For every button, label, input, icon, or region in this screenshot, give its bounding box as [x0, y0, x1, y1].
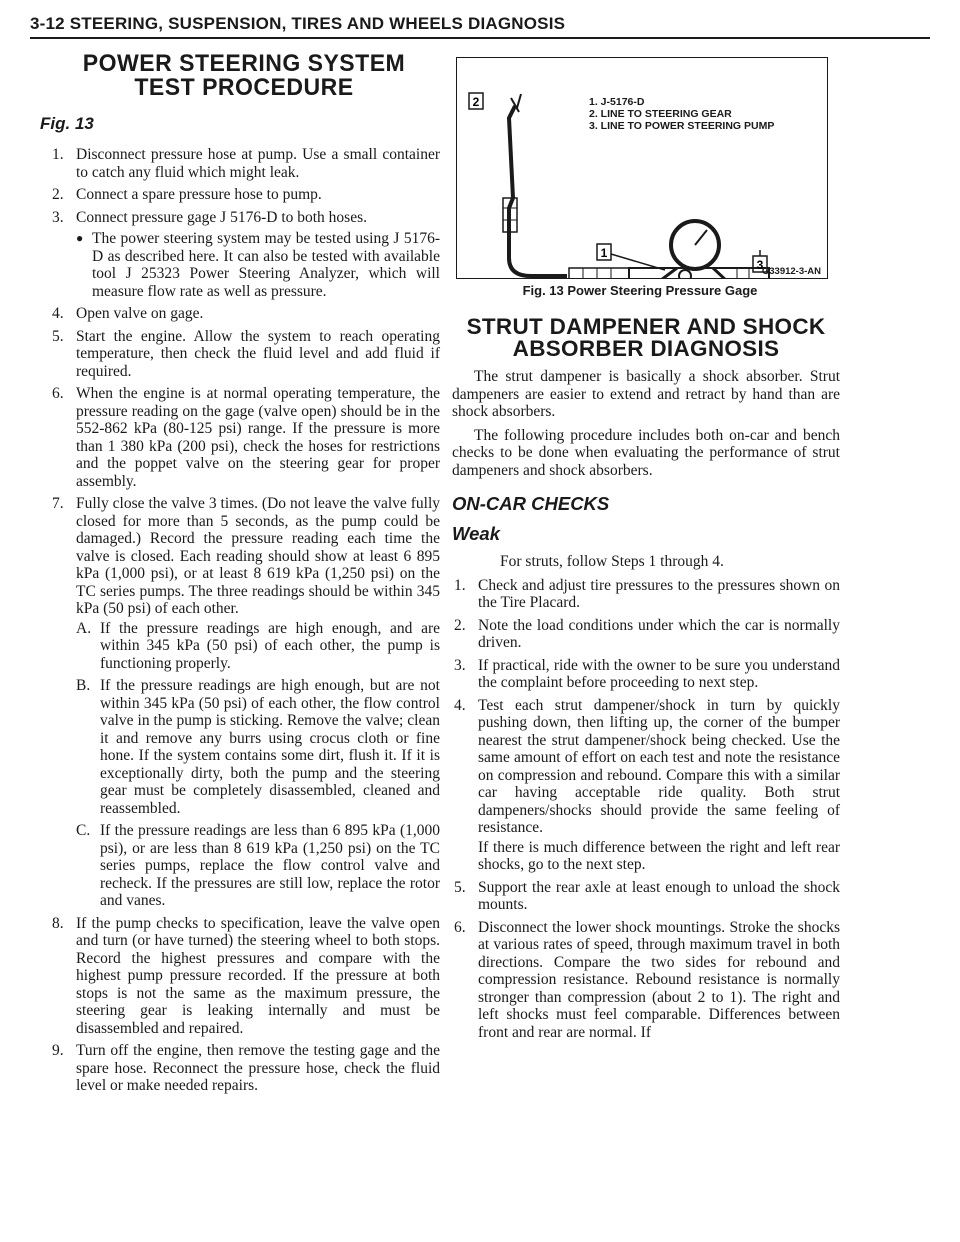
- step: 6. When the engine is at normal operating temperature, the pressure reading on the gage (valve open) should be in the 552-862 kPa (80-125 psi) range. If the pressure is more than 1 380 kPa (200 psi), check the hoses for restrictions and the poppet valve on the steering gear for proper assembly.: [52, 385, 440, 490]
- paragraph: If there is much difference between the right and left rear shocks, go to the next step.: [478, 838, 840, 873]
- step: 4. Open valve on gage.: [52, 305, 204, 322]
- hose-line: [509, 106, 531, 276]
- substep: A. If the pressure readings are high enough, and are within 345 kPa (50 psi) of each other, the pump is functioning properly.: [76, 619, 440, 672]
- substep: B. If the pressure readings are high enough, but are not within 345 kPa (50 psi) of each other, the flow control valve in the pump is sticking. Remove the valve; clean it and remove any burrs using crocus cloth or fine hone. If the system contains some dirt, flush it. If it is exceptionally dirty, both the pump and the steering gear must be completely disassembled, cleaned and reassembled.: [76, 677, 440, 817]
- bullet-icon: ●: [76, 231, 84, 245]
- step: 3. Connect pressure gage J 5176-D to both hoses.: [52, 208, 368, 226]
- legend-item: 2. LINE TO STEERING GEAR: [589, 108, 732, 120]
- step: 2. Connect a spare pressure hose to pump.: [52, 186, 322, 203]
- paragraph: The following procedure includes both on-car and bench checks to be done when evaluating the performance of strut dampeners and shock absorbers.: [452, 426, 840, 479]
- legend-item: 3. LINE TO POWER STEERING PUMP: [589, 120, 775, 132]
- subsection-heading: Weak: [452, 523, 500, 544]
- callout-label: 2: [472, 95, 480, 109]
- procedure-steps: [48, 146, 440, 1095]
- legend-item: 1. J-5176-D: [589, 96, 645, 108]
- check-steps: [452, 879, 840, 1042]
- figure-legend: [589, 96, 774, 132]
- paragraph: The strut dampener is basically a shock absorber. Strut dampeners are easier to extend and retract by hand than are shock absorbers.: [452, 368, 840, 420]
- paragraph: For struts, follow Steps 1 through 4.: [500, 553, 724, 570]
- callout-label: 3: [756, 258, 764, 272]
- step: 5. Start the engine. Allow the system to reach operating temperature, then check the fluid level and add fluid if required.: [52, 327, 440, 380]
- substep: C. If the pressure readings are less than 6 895 kPa (1,000 psi), or are less than 8 619 kPa (1,250 psi) on the TC series pumps, replace the flow control valve and recheck. If the pressures are still low, replace the rotor and vanes.: [76, 822, 440, 909]
- bulleted-note: ● The power steering system may be tested using J 5176-D as described here. It can also be tested with available tool J 25323 Power Steering Analyzer, which will measure flow rate as well as pressure.: [76, 230, 440, 300]
- step: 2. Note the load conditions under which the car is normally driven.: [454, 616, 840, 651]
- step: 3. If practical, ride with the owner to be sure you understand the complaint before proceeding to next step.: [454, 656, 840, 691]
- figure-reference: Fig. 13: [40, 114, 94, 133]
- figure-code: G33912-3-AN: [761, 266, 821, 277]
- left-column: [40, 50, 440, 1100]
- step: 9. Turn off the engine, then remove the testing gage and the spare hose. Reconnect the pressure hose, check the fluid level or make needed repairs.: [52, 1042, 440, 1094]
- pressure-gage-diagram: [457, 58, 827, 278]
- section-title: STRUT DAMPENER AND SHOCK ABSORBER DIAGNOSIS: [466, 314, 826, 361]
- step: 4. Test each strut dampener/shock in turn by quickly pushing down, then lifting up, the corner of the bumper nearest the strut dampener/shock being checked. Use the same amount of effort on each test and note the resistance on compression and rebound. Compare this with a similar car having acceptable ride quality. Both strut dampeners/shocks should provide the same feeling of resistance.: [454, 696, 840, 836]
- step: 6. Disconnect the lower shock mountings. Stroke the shocks at various rates of speed, through maximum travel in both directions. Compare the two sides for rebound and compression resistance. Rebound resistance is normally stronger than compression (about 2 to 1). The right and left shocks must feel comparable. Differences between front and rear are normal. If: [454, 918, 840, 1041]
- page-header: 3-12 STEERING, SUSPENSION, TIRES AND WHEELS DIAGNOSIS: [30, 14, 930, 39]
- step: 7. Fully close the valve 3 times. (Do not leave the valve fully closed for more than 5 seconds, as the pump could be damaged.) Record the pressure reading each time the valve is closed. Each reading should show at least 6 895 kPa (1,000 psi), or at least 8 619 kPa (1,250 psi) on the TC series pumps. The three readings should be within 345 kPa (50 psi) of each other. A. If the pressure readings are high enough, and are within 345 kPa (50 psi) of each other, the pump is functioning properly. B. If the pressure readings are high enough, but are not within 345 kPa (50 psi) of each other, the flow control valve in the pump is sticking. Remove the valve; clean it and remove any burrs using crocus cloth or fine hone. If the system contains some dirt, flush it. If it is exceptionally dirty, both the pump and the steering gear must be completely disassembled, cleaned and reassembled. C. If the pressure readings are less than 6 895 kPa (1,000 psi), or are less than 8 619 kPa (1,250 psi) on the TC series pumps, replace the flow control valve and recheck. If the pressures are still low, replace the rotor and vanes.: [52, 495, 440, 909]
- step: 1. Check and adjust tire pressures to the pressures shown on the Tire Placard.: [454, 576, 840, 611]
- step: 5. Support the rear axle at least enough to unload the shock mounts.: [454, 878, 840, 913]
- callout-label: 1: [600, 246, 608, 260]
- step-note: [48, 230, 440, 300]
- figure-caption: Fig. 13 Power Steering Pressure Gage: [522, 283, 758, 298]
- step: 8. If the pump checks to specification, leave the valve open and turn (or have turned) the steering wheel to both stops. Record the highest pressures and compare with the highest pump pressure recorded. If the pressure at both stops is not the same as the maximum pressure, the steering gear is leaking internally and must be disassembled and repaired.: [52, 914, 440, 1037]
- pressure-gage-figure: [456, 57, 828, 279]
- hose-coupling: [569, 268, 629, 278]
- step: 1. Disconnect pressure hose at pump. Use a small container to catch any fluid which might leak.: [52, 146, 440, 181]
- substeps: [76, 620, 440, 910]
- right-column: [452, 57, 840, 1046]
- subsection-heading: ON-CAR CHECKS: [452, 493, 610, 514]
- section-title: POWER STEERING SYSTEM TEST PROCEDURE: [82, 50, 406, 101]
- check-steps: [452, 577, 840, 837]
